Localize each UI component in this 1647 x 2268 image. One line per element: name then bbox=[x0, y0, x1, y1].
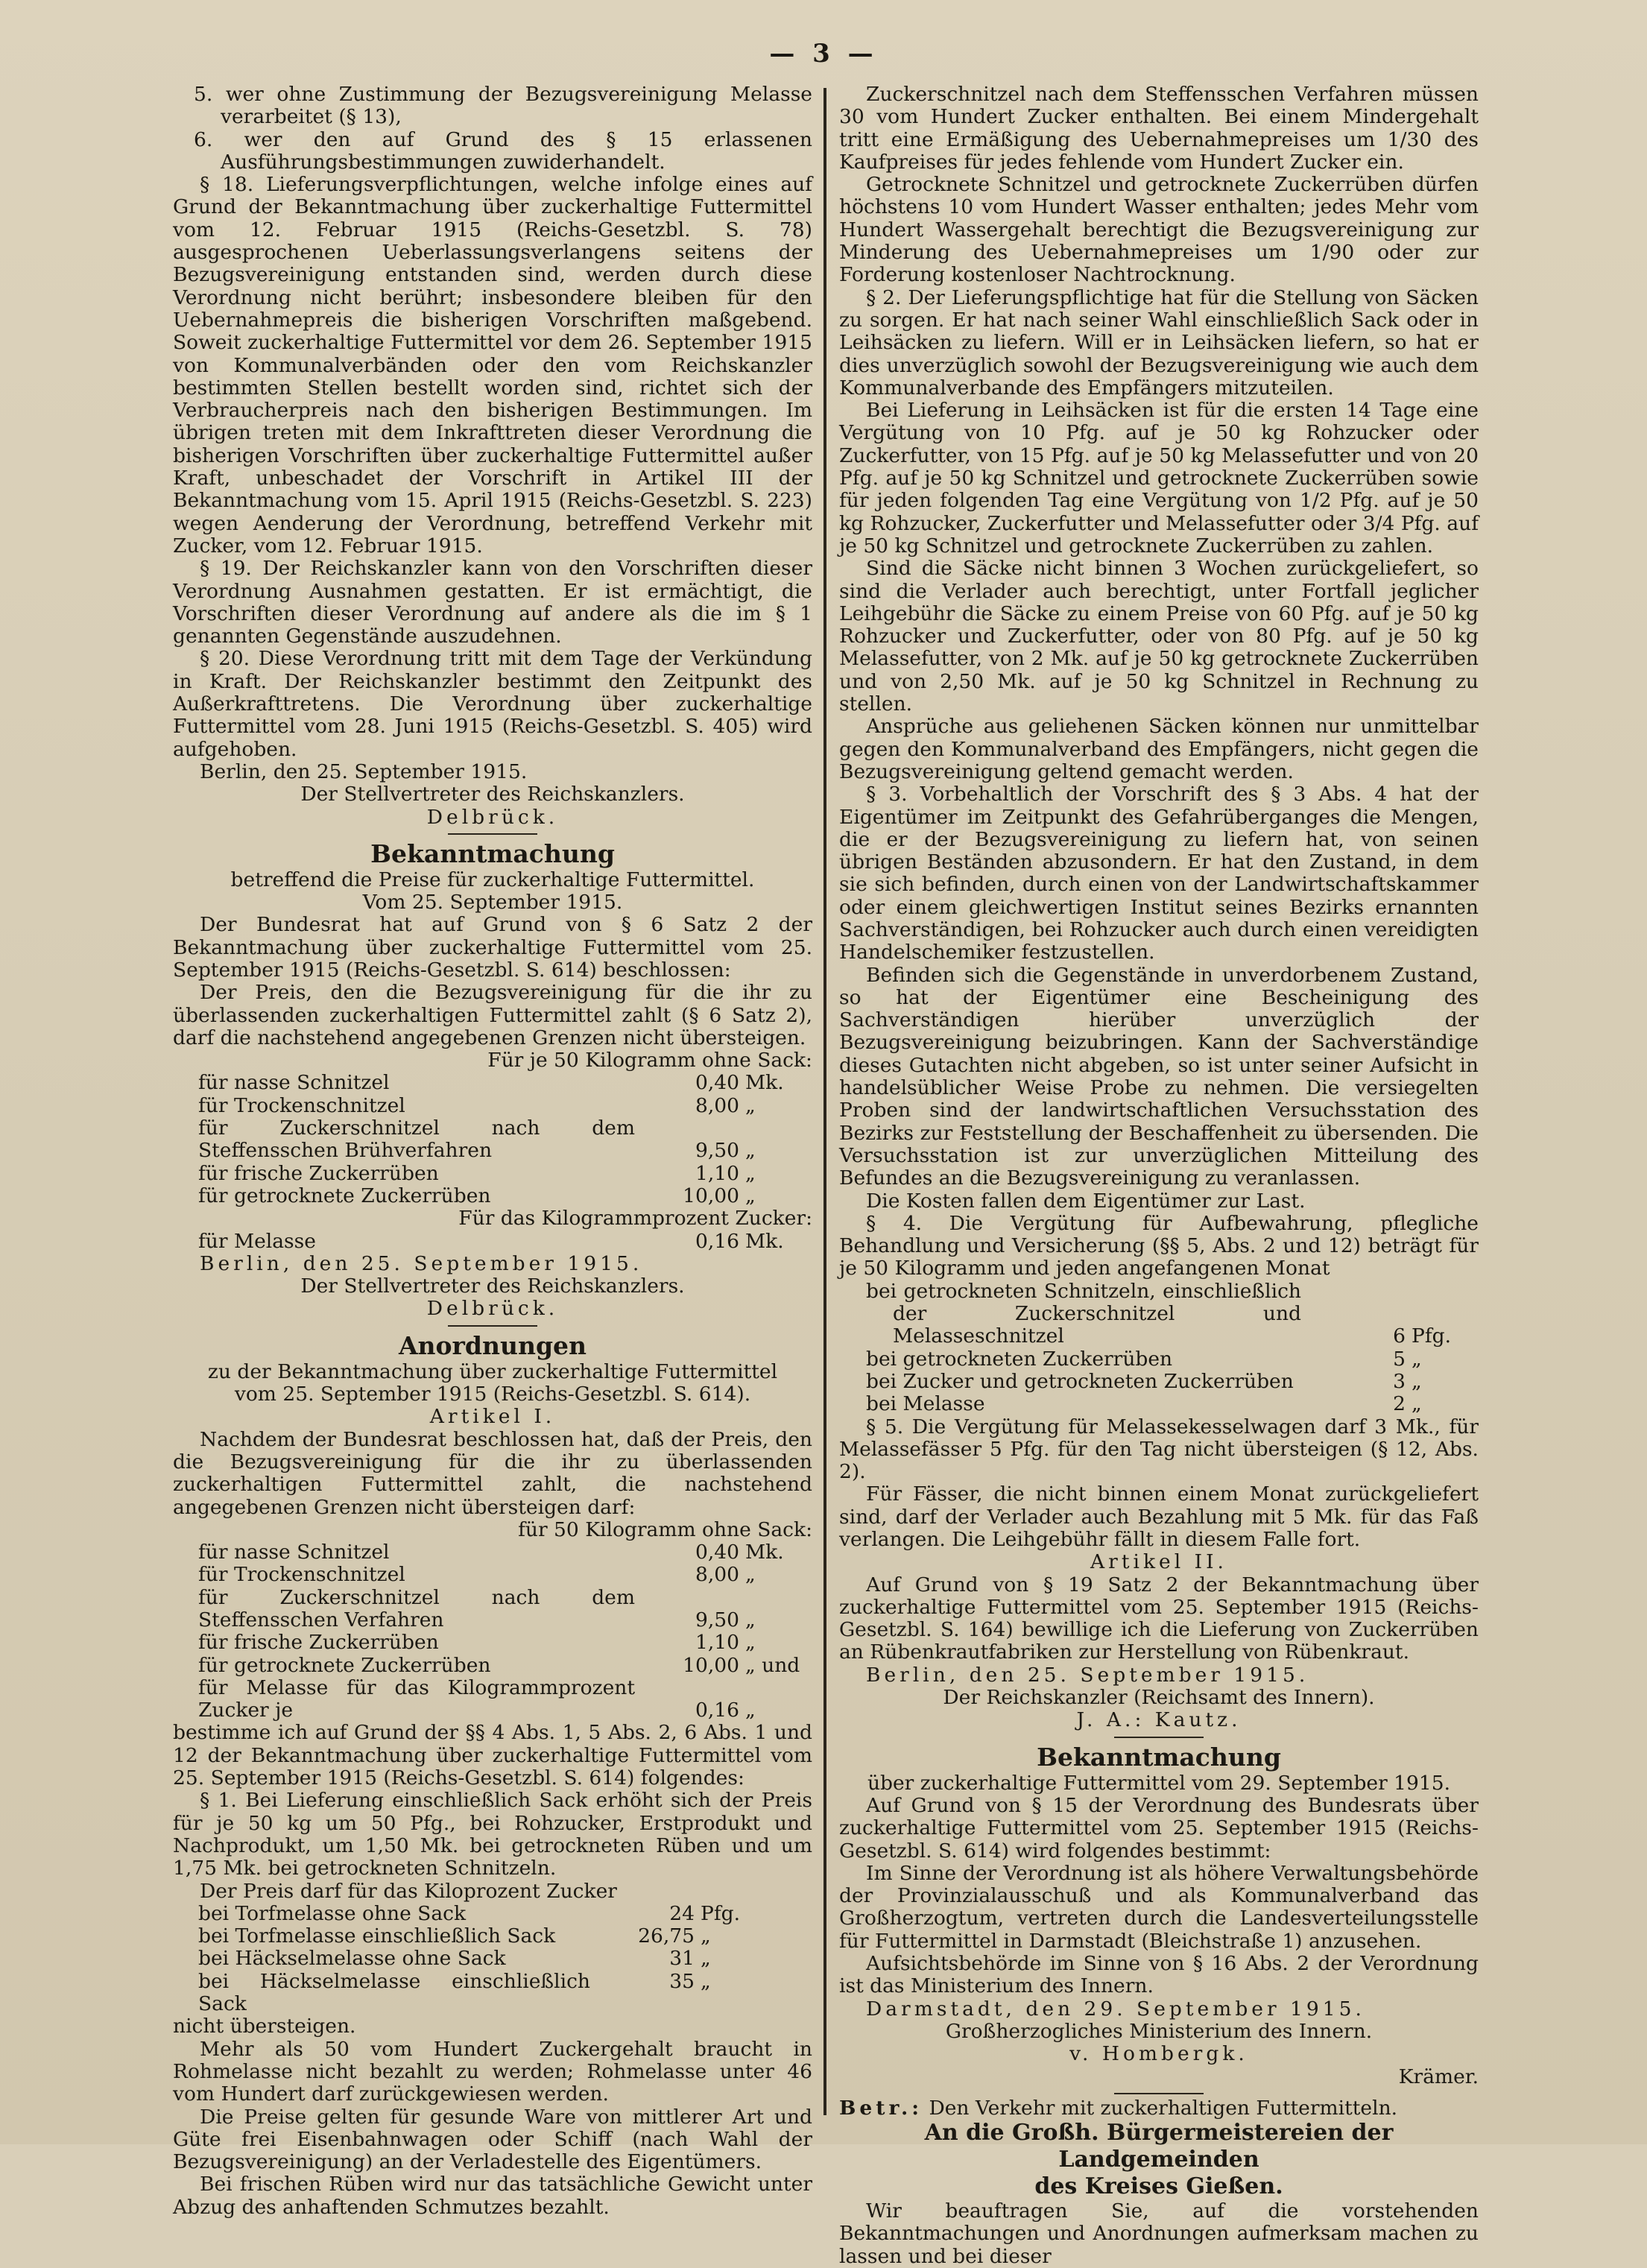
storage-label: bei Melasse bbox=[866, 1392, 985, 1416]
section-subtitle: vom 25. September 1915 (Reichs-Gesetzbl. S. 614). bbox=[234, 1383, 751, 1406]
table-row bbox=[173, 1587, 812, 1632]
price-label: bei Häckselmelasse ohne Sack bbox=[198, 1947, 506, 1971]
price-unit: „ bbox=[745, 1699, 756, 1722]
paragraph: Der Preis, den die Bezugsvereinigung für die ihr zu überlassenden zuckerhaltigen Futtermittel zahlt (§ 6 Satz 2), darf die nachstehend angegebenen Grenzen nicht übersteigen. bbox=[173, 981, 812, 1049]
paragraph: Wir beauftragen Sie, auf die vorstehenden Bekanntmachungen und Anordnungen aufmerksam machen zu lassen und bei dieser bbox=[839, 2199, 1479, 2268]
paragraph: Bei frischen Rüben wird nur das tatsächliche Gewicht unter Abzug des anhaftenden Schmutzes bezahlt. bbox=[173, 2173, 812, 2219]
table-row bbox=[173, 1564, 812, 1586]
price-unit: Pfg. bbox=[701, 1901, 741, 1925]
paragraph: Der Bundesrat hat auf Grund von § 6 Satz 2 der Bekanntmachung über zuckerhaltige Futtermittel vom 25. September 1915 (Reichs-Gesetzbl. S. 614) beschlossen: bbox=[173, 913, 812, 982]
price-value: 10,00 bbox=[683, 1184, 739, 1207]
price-value: 26,75 bbox=[638, 1924, 695, 1948]
price-label: für Zuckerschnitzel nach dem Steffensschen Brühverfahren bbox=[198, 1116, 635, 1163]
table-row bbox=[839, 1348, 1479, 1371]
table-row bbox=[173, 1655, 812, 1677]
date-line: Berlin, den 25. September 1915. bbox=[866, 1663, 1309, 1687]
price-label: für Melasse für das Kilogrammprozent Zucker je bbox=[198, 1675, 635, 1722]
price-label: für Zuckerschnitzel nach dem Steffensschen Verfahren bbox=[198, 1585, 635, 1631]
price-table bbox=[173, 1072, 812, 1207]
paragraph-5: § 5. Die Vergütung für Melassekesselwagen darf 3 Mk., für Melassefässer 5 Pfg. für den Tag nicht übersteigen (§ 12, Abs. 2). bbox=[839, 1415, 1479, 1484]
price-unit: „ bbox=[701, 1924, 711, 1948]
date-line: Berlin, den 25. September 1915. bbox=[200, 759, 528, 783]
price-unit: Mk. bbox=[745, 1541, 784, 1564]
price-label: für getrocknete Zuckerrüben bbox=[198, 1653, 491, 1677]
right-column bbox=[839, 83, 1479, 2268]
storage-value: 2 bbox=[1393, 1392, 1406, 1416]
table-row bbox=[839, 1393, 1479, 1415]
price-unit: „ bbox=[745, 1631, 756, 1655]
price-unit: „ bbox=[745, 1093, 756, 1117]
table-row bbox=[173, 1072, 812, 1094]
section-heading: Bekanntmachung bbox=[1037, 1742, 1281, 1772]
table-row bbox=[173, 1185, 812, 1207]
paragraph: Ansprüche aus geliehenen Säcken können nur unmittelbar gegen den Kommunalverband des Empfängers, nicht gegen die Bezugsvereinigung geltend gemacht werden. bbox=[839, 715, 1479, 783]
section-heading: Bekanntmachung bbox=[370, 838, 615, 868]
storage-value: 6 bbox=[1393, 1324, 1406, 1348]
price-unit: „ bbox=[745, 1161, 756, 1185]
table-row bbox=[173, 1677, 812, 1722]
paragraph: Getrocknete Schnitzel und getrocknete Zuckerrüben dürfen höchstens 10 vom Hundert Wasser enthalten; jedes Mehr vom Hundert Wassergehalt berechtigt die Bezugsvereinigung zur Minderung des Uebernahmepreises um 1/90 oder zur Forderung kostenloser Nachtrocknung. bbox=[839, 173, 1479, 287]
paragraph: bestimme ich auf Grund der §§ 4 Abs. 1, 5 Abs. 2, 6 Abs. 1 und 12 der Bekanntmachung über zuckerhaltige Futtermittel vom 25. September 1915 (Reichs-Gesetzbl. S. 614) folgendes: bbox=[173, 1721, 812, 1790]
price-unit: „ bbox=[745, 1184, 756, 1207]
list-item: 5. wer ohne Zustimmung der Bezugsvereinigung Melasse verarbeitet (§ 13), bbox=[194, 83, 812, 129]
price-label: für Trockenschnitzel bbox=[198, 1563, 405, 1587]
table-row bbox=[173, 1903, 812, 1925]
price-unit: „ bbox=[701, 1947, 711, 1971]
storage-label: bei Zucker und getrockneten Zuckerrüben bbox=[866, 1369, 1294, 1393]
price-value: 1,10 bbox=[695, 1161, 739, 1185]
price-unit: „ und bbox=[745, 1653, 800, 1677]
price-unit: „ bbox=[701, 1969, 711, 1993]
paragraph-18: § 18. Lieferungsverpflichtungen, welche infolge eines auf Grund der Bekanntmachung über zuckerhaltige Futtermittel vom 12. Februar 1915 (Reichs-Gesetzbl. S. 78) ausgesprochenen Ueberlassungsverlangens seitens der Bezugsvereinigung entstanden sind, werden durch diese Verordnung nicht berührt; insbesondere bleiben für den Uebernahmepreis die bisherigen Vorschriften maßgebend. Soweit zuckerhaltige Futtermittel vor dem 26. September 1915 von Kommunalverbänden oder den vom Reichskanzler bestimmten Stellen bestellt worden sind, richtet sich der Verbraucherpreis nach den bisherigen Bestimmungen. Im übrigen treten mit dem Inkrafttreten dieser Verordnung die bisherigen Vorschriften über zuckerhaltige Futtermittel außer Kraft, unbeschadet der Vorschrift in Artikel III der Bekanntmachung vom 15. April 1915 (Reichs-Gesetzbl. S. 223) wegen Aenderung der Verordnung, betreffend Verkehr mit Zucker, vom 12. Februar 1915. bbox=[173, 173, 812, 557]
table-row bbox=[173, 1163, 812, 1185]
price-label: für Trockenschnitzel bbox=[198, 1093, 405, 1117]
paragraph: Der Preis darf für das Kiloprozent Zucker bbox=[200, 1879, 617, 1903]
signature-title: Der Stellvertreter des Reichskanzlers. bbox=[300, 783, 685, 806]
section-subtitle: über zuckerhaltige Futtermittel vom 29. September 1915. bbox=[867, 1771, 1451, 1795]
price-header: für 50 Kilogramm ohne Sack: bbox=[518, 1517, 812, 1541]
storage-value: 3 bbox=[1393, 1369, 1406, 1393]
paragraph-2: § 2. Der Lieferungspflichtige hat für die Stellung von Säcken zu sorgen. Er hat nach seiner Wahl einschließlich Sack oder in Leihsäcken zu liefern. Will er in Leihsäcken liefern, so hat er dies unverzüglich sowohl der Bezugsvereinigung wie auch dem Kommunalverbande des Empfängers mitzuteilen. bbox=[839, 285, 1479, 399]
price-value: 8,00 bbox=[695, 1093, 739, 1117]
address-line: des Kreises Gießen. bbox=[1034, 2173, 1283, 2200]
price-unit: Mk. bbox=[745, 1071, 784, 1095]
paragraph: Auf Grund von § 15 der Verordnung des Bundesrats über zuckerhaltige Futtermittel vom 25. September 1915 (Reichs-Gesetzbl. S. 614) wird folgendes bestimmt: bbox=[839, 1793, 1479, 1863]
price-value: 0,40 bbox=[695, 1071, 739, 1095]
subject-prefix: Betr.: bbox=[839, 2096, 923, 2120]
divider-rule bbox=[1114, 2093, 1204, 2094]
price-label: für frische Zuckerrüben bbox=[198, 1161, 439, 1185]
date-line: Berlin, den 25. September 1915. bbox=[200, 1251, 643, 1275]
table-row bbox=[173, 1117, 812, 1163]
section-date: Vom 25. September 1915. bbox=[362, 891, 623, 915]
price-label: für getrocknete Zuckerrüben bbox=[198, 1184, 491, 1207]
paragraph: Bei Lieferung in Leihsäcken ist für die ersten 14 Tage eine Vergütung von 10 Pfg. auf je 50 kg Rohzucker oder Zuckerfutter, von 15 Pfg. auf je 50 kg Melassefutter und von 20 Pfg. auf je 50 kg Schnitzel und getrocknete Zuckerrüben sowie für jeden folgenden Tag eine Vergütung von 1/2 Pfg. auf je 50 kg Rohzucker, Zuckerfutter und Melassefutter oder 3/4 Pfg. auf je 50 kg Schnitzel und getrocknete Zuckerrüben zu zahlen. bbox=[839, 399, 1479, 557]
article-heading: Artikel I. bbox=[429, 1405, 556, 1429]
table-row bbox=[839, 1280, 1479, 1348]
subject-line bbox=[839, 2097, 1479, 2120]
storage-table bbox=[839, 1280, 1479, 1416]
storage-value: 5 bbox=[1393, 1347, 1406, 1371]
paragraph: Im Sinne der Verordnung ist als höhere Verwaltungsbehörde der Provinzialausschuß und als Kommunalverband das Großherzogtum, vertreten durch die Landesverteilungsstelle für Futtermittel in Darmstadt (Bleichstraße 1) anzusehen. bbox=[839, 1861, 1479, 1953]
storage-unit: „ bbox=[1412, 1369, 1422, 1393]
storage-unit: Pfg. bbox=[1412, 1324, 1452, 1348]
table-row bbox=[173, 1631, 812, 1654]
section-subtitle: zu der Bekanntmachung über zuckerhaltige Futtermittel bbox=[207, 1359, 778, 1383]
price-value: 35 bbox=[669, 1969, 695, 1993]
price-value: 9,50 bbox=[695, 1608, 739, 1631]
signature-title: Der Stellvertreter des Reichskanzlers. bbox=[300, 1274, 685, 1298]
column-divider bbox=[824, 88, 826, 2115]
signature-name: Delbrück. bbox=[426, 805, 559, 829]
section-heading: Anordnungen bbox=[398, 1330, 587, 1360]
table-row bbox=[173, 1925, 812, 1948]
price-label: für Melasse bbox=[198, 1229, 316, 1253]
storage-unit: „ bbox=[1412, 1392, 1422, 1416]
price-value: 0,16 bbox=[695, 1699, 739, 1722]
table-row bbox=[173, 1095, 812, 1117]
paragraph: Sind die Säcke nicht binnen 3 Wochen zurückgeliefert, so sind die Verlader auch berechtigt, unter Fortfall jeglicher Leihgebühr die Säcke zu einem Preise von 60 Pfg. auf je 50 kg Rohzucker und Zuckerfutter, oder von 80 Pfg. auf je 50 kg Melassefutter, von 2 Mk. auf je 50 kg getrocknete Zuckerrüben und von 2,50 Mk. auf je 50 kg Schnitzel in Rechnung zu stellen. bbox=[839, 557, 1479, 716]
list-item: 6. wer den auf Grund des § 15 erlassenen Ausführungsbestimmungen zuwiderhandelt. bbox=[194, 127, 812, 174]
price-value: 10,00 bbox=[683, 1653, 739, 1677]
paragraph-4: § 4. Die Vergütung für Aufbewahrung, pflegliche Behandlung und Versicherung (§§ 5, Abs. 2 und 12) beträgt für je 50 Kilogramm und jeden angefangenen Monat bbox=[839, 1211, 1479, 1280]
price-value: 24 bbox=[669, 1901, 695, 1925]
price-value: 9,50 bbox=[695, 1139, 739, 1163]
signature-title: Großherzogliches Ministerium des Innern. bbox=[945, 2019, 1373, 2043]
article-heading: Artikel II. bbox=[1090, 1550, 1227, 1574]
left-column bbox=[173, 83, 812, 2219]
price-unit: Mk. bbox=[745, 1229, 784, 1253]
paragraph: Zuckerschnitzel nach dem Steffensschen Verfahren müssen 30 vom Hundert Zucker enthalten. Bei einem Mindergehalt tritt eine Ermäßigung des Uebernahmepreises um 1/30 des Kaufpreises für jedes fehlende vom Hundert Zucker ein. bbox=[839, 83, 1479, 174]
signature-title: Der Reichskanzler (Reichsamt des Innern). bbox=[943, 1686, 1375, 1710]
paragraph: Nachdem der Bundesrat beschlossen hat, daß der Preis, den die Bezugsvereinigung für die ihr zu überlassenden zuckerhaltigen Futtermittel zahlt, die nachstehend angegebenen Grenzen nicht übersteigen darf: bbox=[173, 1427, 812, 1519]
price-header: Für je 50 Kilogramm ohne Sack: bbox=[487, 1049, 812, 1073]
paragraph: Auf Grund von § 19 Satz 2 der Bekanntmachung über zuckerhaltige Futtermittel vom 25. September 1915 (Reichs-Gesetzbl. S. 164) bewillige ich die Lieferung von Zuckerrüben an Rübenkrautfabriken zur Herstellung von Rübenkraut. bbox=[839, 1573, 1479, 1664]
price-header: Für das Kilogrammprozent Zucker: bbox=[458, 1207, 812, 1231]
signature-name: J. A.: Kautz. bbox=[1076, 1708, 1242, 1732]
table-row bbox=[839, 1371, 1479, 1393]
table-row bbox=[173, 1971, 812, 2016]
divider-rule bbox=[448, 1325, 537, 1327]
price-table bbox=[173, 1231, 812, 1253]
paragraph: Aufsichtsbehörde im Sinne von § 16 Abs. 2 der Verordnung ist das Ministerium des Innern. bbox=[839, 1952, 1479, 1998]
subject-text: Den Verkehr mit zuckerhaltigen Futtermitteln. bbox=[929, 2096, 1398, 2120]
price-label: bei Häckselmelasse einschließlich Sack bbox=[198, 1969, 590, 2016]
table-row bbox=[173, 1948, 812, 1970]
price-value: 31 bbox=[669, 1947, 695, 1971]
table-row bbox=[173, 1541, 812, 1564]
price-table bbox=[173, 1903, 812, 2015]
address-line: An die Großh. Bürgermeistereien der Landgemeinden bbox=[924, 2120, 1394, 2173]
paragraph-20: § 20. Diese Verordnung tritt mit dem Tage der Verkündung in Kraft. Der Reichskanzler bestimmt den Zeitpunkt des Außerkrafttretens. Die Verordnung über zuckerhaltige Futtermittel vom 28. Juni 1915 (Reichs-Gesetzbl. S. 405) wird aufgehoben. bbox=[173, 647, 812, 761]
section-subtitle: betreffend die Preise für zuckerhaltige Futtermittel. bbox=[230, 868, 755, 891]
divider-rule bbox=[1114, 1737, 1204, 1738]
paragraph: nicht übersteigen. bbox=[173, 2015, 356, 2038]
date-line: Darmstadt, den 29. September 1915. bbox=[866, 1997, 1365, 2021]
paragraph-19: § 19. Der Reichskanzler kann von den Vorschriften dieser Verordnung Ausnahmen gestatten. Er ist ermächtigt, die Vorschriften dieser Verordnung auf andere als die im § 1 genannten Gegenstände auszudehnen. bbox=[173, 557, 812, 648]
paragraph-3: § 3. Vorbehaltlich der Vorschrift des § 3 Abs. 4 hat der Eigentümer im Zeitpunkt des Gefahrüberganges die Mengen, die er der Bezugsvereinigung zu liefern hat, von seinen übrigen Beständen abzusondern. Er hat den Zustand, in dem sie sich befinden, durch einen von der Landwirtschaftskammer oder einem gleichwertigen Institut seines Bezirks ernannten Sachverständigen, bei Rohzucker auch durch einen vereidigten Handelschemiker festzustellen. bbox=[839, 783, 1479, 964]
price-unit: „ bbox=[745, 1139, 756, 1163]
storage-label: bei getrockneten Zuckerrüben bbox=[866, 1347, 1173, 1371]
price-value: 1,10 bbox=[695, 1631, 739, 1655]
price-value: 0,16 bbox=[695, 1229, 739, 1253]
divider-rule bbox=[448, 833, 537, 835]
price-value: 0,40 bbox=[695, 1541, 739, 1564]
price-unit: „ bbox=[745, 1608, 756, 1631]
table-row bbox=[173, 1231, 812, 1253]
signature-clerk: Krämer. bbox=[1398, 2065, 1479, 2088]
price-value: 8,00 bbox=[695, 1563, 739, 1587]
page-number: — 3 — bbox=[769, 39, 878, 69]
price-label: bei Torfmelasse ohne Sack bbox=[198, 1901, 467, 1925]
paragraph: Für Fässer, die nicht binnen einem Monat zurückgeliefert sind, darf der Verlader auch Bezahlung mit 5 Mk. für das Faß verlangen. Die Leihgebühr fällt in diesem Falle fort. bbox=[839, 1482, 1479, 1551]
signature-name: Delbrück. bbox=[426, 1297, 559, 1321]
price-unit: „ bbox=[745, 1563, 756, 1587]
storage-unit: „ bbox=[1412, 1347, 1422, 1371]
paragraph: § 1. Bei Lieferung einschließlich Sack erhöht sich der Preis für je 50 kg um 50 Pfg., bei Rohzucker, Erstprodukt und Nachprodukt, um 1,50 Mk. bei getrockneten Rüben und um 1,75 Mk. bei getrockneten Schnitzeln. bbox=[173, 1789, 812, 1880]
paragraph: Befinden sich die Gegenstände in unverdorbenem Zustand, so hat der Eigentümer eine Bescheinigung des Sachverständigen hierüber unverzüglich der Bezugsvereinigung beizubringen. Kann der Sachverständige dieses Gutachten nicht abgeben, so ist unter seiner Aufsicht in handelsüblicher Weise Probe zu nehmen. Die versiegelten Proben sind der landwirtschaftlichen Versuchsstation des Bezirks zur Feststellung der Beschaffenheit zu übersenden. Die Versuchsstation ist zur unverzüglichen Mitteilung des Befundes an die Bezugsvereinigung zu veranlassen. bbox=[839, 963, 1479, 1190]
price-table bbox=[173, 1541, 812, 1722]
price-label: für nasse Schnitzel bbox=[198, 1541, 390, 1564]
price-label: für frische Zuckerrüben bbox=[198, 1631, 439, 1655]
price-label: bei Torfmelasse einschließlich Sack bbox=[198, 1924, 556, 1948]
signature-name: v. Hombergk. bbox=[1069, 2042, 1248, 2066]
paragraph: Mehr als 50 vom Hundert Zuckergehalt braucht in Rohmelasse nicht bezahlt zu werden; Rohmelasse unter 46 vom Hundert darf zurückgewiesen werden. bbox=[173, 2037, 812, 2106]
paragraph: Die Preise gelten für gesunde Ware von mittlerer Art und Güte frei Eisenbahnwagen oder Schiff (nach Wahl der Bezugsvereinigung) an der Verladestelle des Eigentümers. bbox=[173, 2105, 812, 2174]
storage-label: bei getrockneten Schnitzeln, einschließlich der Zuckerschnitzel und Melasseschnitzel bbox=[866, 1279, 1301, 1348]
price-label: für nasse Schnitzel bbox=[198, 1071, 390, 1095]
paragraph: Die Kosten fallen dem Eigentümer zur Last. bbox=[866, 1189, 1306, 1213]
